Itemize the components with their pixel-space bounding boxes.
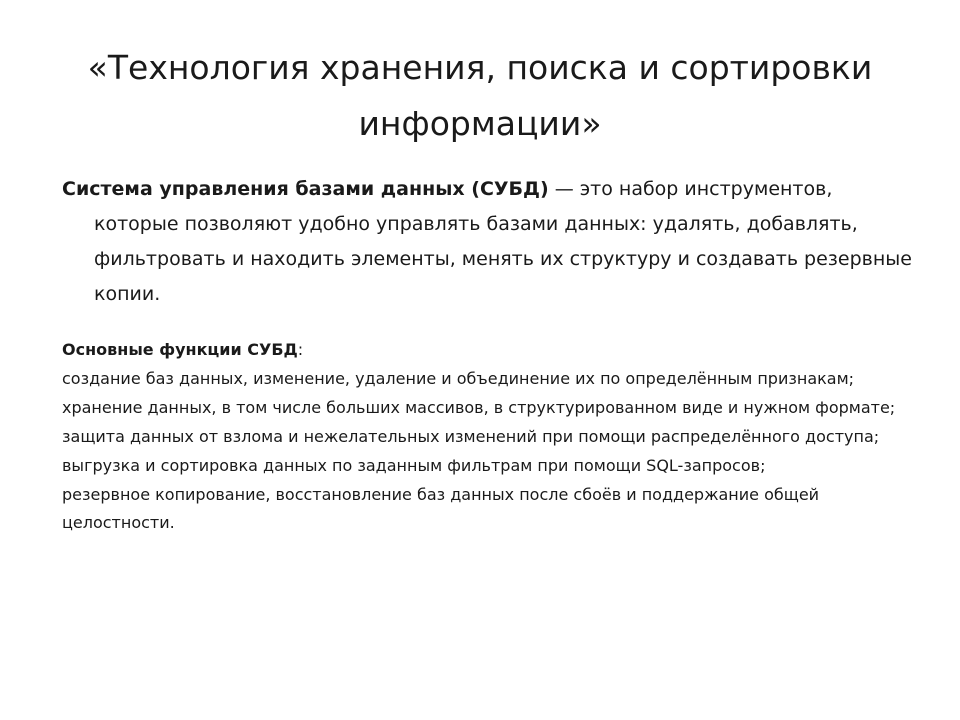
functions-heading-suffix: : (297, 340, 304, 359)
function-item: выгрузка и сортировка данных по заданным фильтрам при помощи SQL-запросов; (62, 455, 766, 475)
functions-heading (62, 336, 902, 365)
function-item: хранение данных, в том числе больших массивов, в структурированном виде и нужном формате; (62, 397, 896, 417)
function-item: резервное копирование, восстановление баз данных после сбоёв и поддержание общей целостности. (62, 484, 820, 533)
dbms-functions (62, 336, 902, 538)
slide-title: «Технология хранения, поиска и сортировки информации» (87, 48, 873, 143)
function-item: защита данных от взлома и нежелательных изменений при помощи распределённого доступа; (62, 426, 880, 446)
definition-term: Система управления базами данных (СУБД) (62, 178, 549, 200)
functions-heading-label: Основные функции СУБД (62, 340, 298, 359)
function-item: создание баз данных, изменение, удаление и объединение их по определённым признакам; (62, 368, 855, 388)
dbms-definition (62, 172, 914, 312)
definition-text: — это набор инструментов, которые позволяют удобно управлять базами данных: удалять, добавлять, фильтровать и находить элементы, менять их структуру и создавать резервные копии. (94, 178, 912, 305)
functions-list (62, 365, 902, 538)
